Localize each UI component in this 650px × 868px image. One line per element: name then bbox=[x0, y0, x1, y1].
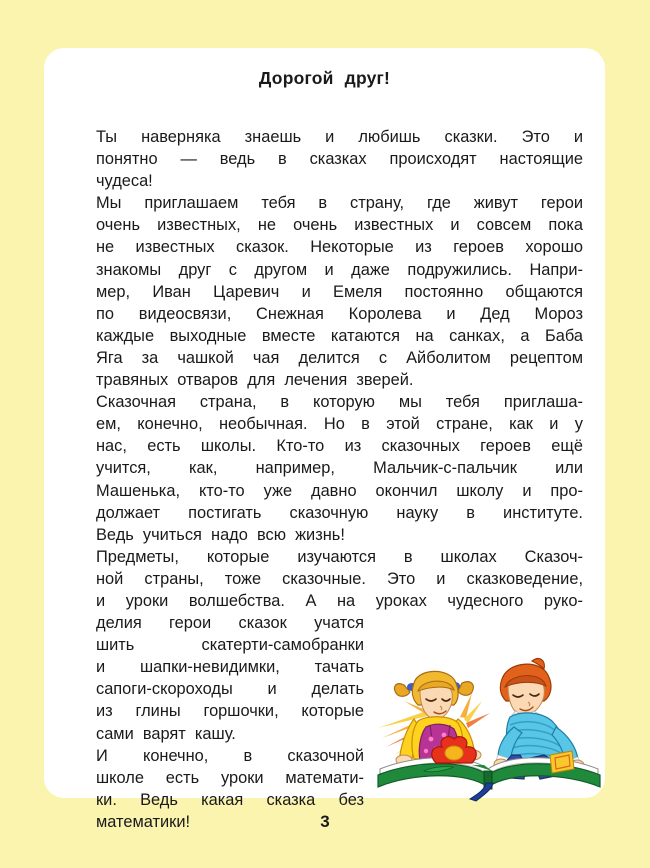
text-line: должает постигать сказочную науку в институте. bbox=[96, 503, 583, 522]
text-line: мер, Иван Царевич и Емеля постоянно общаются bbox=[96, 282, 583, 301]
text-line: ки. Ведь какая сказка без bbox=[96, 790, 364, 809]
text-line: сами варят кашу. bbox=[96, 724, 236, 743]
text-line: и уроки волшебства. А на уроках чудесного руко- bbox=[96, 591, 583, 610]
paragraph-1 bbox=[66, 126, 583, 192]
text-line: шить скатерти-самобранки bbox=[96, 636, 364, 655]
text-line: чудеса! bbox=[96, 172, 153, 191]
text-line: Яга за чашкой чая делится с Айболитом рецептом bbox=[96, 348, 583, 367]
paragraph-3 bbox=[66, 391, 583, 546]
text-line: делия герои сказок учатся bbox=[96, 614, 364, 633]
text-line: очень известных, не очень известных и совсем пока bbox=[96, 216, 583, 235]
text-line: Машенька, кто-то уже давно окончил школу и про- bbox=[96, 481, 583, 500]
text-line: травяных отваров для лечения зверей. bbox=[96, 371, 414, 390]
text-line: учится, как, например, Мальчик-с-пальчик или bbox=[96, 459, 583, 478]
text-line: ной страны, тоже сказочные. Это и сказковедение, bbox=[96, 569, 583, 588]
text-line: Предметы, которые изучаются в школах Сказоч- bbox=[96, 547, 583, 566]
text-line: Мы приглашаем тебя в страну, где живут герои bbox=[96, 194, 583, 213]
text-line: сапоги-скороходы и делать bbox=[96, 680, 364, 699]
text-line: Ведь учиться надо всю жизнь! bbox=[96, 525, 345, 544]
text-line: нас, есть школы. Кто-то из сказочных героев ещё bbox=[96, 437, 583, 456]
text-line: не известных сказок. Некоторые из героев хорошо bbox=[96, 238, 583, 257]
paragraph-2 bbox=[66, 192, 583, 391]
text-line: понятно — ведь в сказках происходят настоящие bbox=[96, 150, 583, 169]
page-number: 3 bbox=[320, 812, 330, 831]
text-line: И конечно, в сказочной bbox=[96, 746, 364, 765]
text-line: по видеосвязи, Снежная Королева и Дед Мороз bbox=[96, 304, 583, 323]
text-line: из глины горшочки, которые bbox=[96, 702, 364, 721]
text-line: ем, конечно, необычная. Но в этой стране, как и у bbox=[96, 415, 583, 434]
content-card bbox=[44, 48, 605, 831]
illustration-two-children-reading-book bbox=[374, 643, 605, 798]
text-line: каждые выходные вместе катаются на санках, а Баба bbox=[96, 326, 583, 345]
text-line: знакомы друг с другом и даже подружились. Напри- bbox=[96, 260, 583, 279]
text-line: математики! bbox=[96, 812, 191, 831]
text-line: школе есть уроки математи- bbox=[96, 768, 364, 787]
small-book-icon bbox=[550, 751, 574, 773]
page-title: Дорогой друг! bbox=[258, 68, 391, 88]
text-line: и шапки-невидимки, тачать bbox=[96, 658, 364, 677]
text-line: Ты наверняка знаешь и любишь сказки. Это и bbox=[96, 128, 583, 146]
text-line: Сказочная страна, в которую мы тебя приглаша- bbox=[96, 393, 583, 412]
